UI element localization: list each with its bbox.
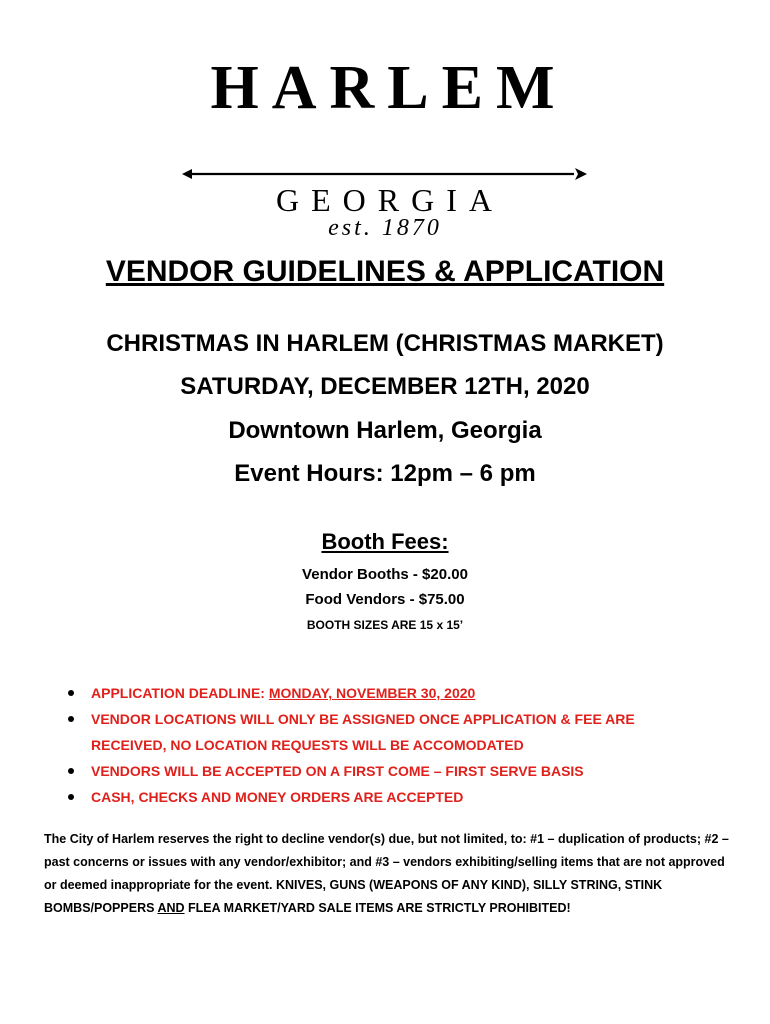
policy-paragraph: [44, 828, 734, 920]
list-item: [60, 758, 720, 784]
logo-arrow-rule: [182, 164, 587, 184]
page-title: VENDOR GUIDELINES & APPLICATION: [105, 255, 665, 288]
logo-established: est. 1870: [328, 215, 442, 241]
bullet-icon: [68, 716, 74, 722]
policy-text-2: FLEA MARKET/YARD SALE ITEMS ARE STRICTLY PROHIBITED!: [184, 901, 571, 915]
payment-rule: CASH, CHECKS AND MONEY ORDERS ARE ACCEPTED: [91, 789, 464, 805]
bullet-icon: [68, 794, 74, 800]
list-item: [60, 706, 720, 758]
event-location: Downtown Harlem, Georgia: [228, 417, 542, 444]
policy-and: AND: [157, 901, 185, 915]
bullet-icon: [68, 768, 74, 774]
food-vendor-fee: Food Vendors - $75.00: [305, 591, 465, 608]
list-item: [60, 680, 720, 706]
logo-georgia: GEORGIA: [276, 182, 504, 218]
booth-size-note: BOOTH SIZES ARE 15 x 15’: [306, 618, 464, 632]
deadline-label: APPLICATION DEADLINE:: [91, 685, 269, 701]
event-name: CHRISTMAS IN HARLEM (CHRISTMAS MARKET): [106, 330, 664, 357]
policy-text-1: The City of Harlem reserves the right to decline vendor(s) due, but not limited, to: #1 – duplication of products; #2 – past concerns or issues with any vendor/exhibitor; and #3 – vendors exhibiting/selling items that are not approved or deemed inappropriate for the event. KNIVES, GUNS (WEAPONS OF ANY KIND), SILLY STRING, STINK BOMBS/POPPERS: [44, 832, 729, 915]
locations-line-1: VENDOR LOCATIONS WILL ONLY BE ASSIGNED ONCE APPLICATION & FEE ARE: [91, 711, 635, 727]
event-date: SATURDAY, DECEMBER 12TH, 2020: [180, 373, 590, 400]
deadline-date: MONDAY, NOVEMBER 30, 2020: [268, 685, 476, 701]
booth-fees-heading: Booth Fees:: [321, 529, 449, 554]
vendor-booth-fee: Vendor Booths - $20.00: [302, 566, 468, 583]
vendor-rules-list: [60, 680, 720, 810]
list-item: [60, 784, 720, 810]
event-hours: Event Hours: 12pm – 6 pm: [234, 460, 536, 487]
first-come-rule: VENDORS WILL BE ACCEPTED ON A FIRST COME – FIRST SERVE BASIS: [91, 763, 584, 779]
logo-harlem: HARLEM: [210, 54, 568, 122]
bullet-icon: [68, 690, 74, 696]
locations-line-2: RECEIVED, NO LOCATION REQUESTS WILL BE ACCOMODATED: [91, 737, 524, 753]
harlem-georgia-logo: [0, 52, 770, 241]
